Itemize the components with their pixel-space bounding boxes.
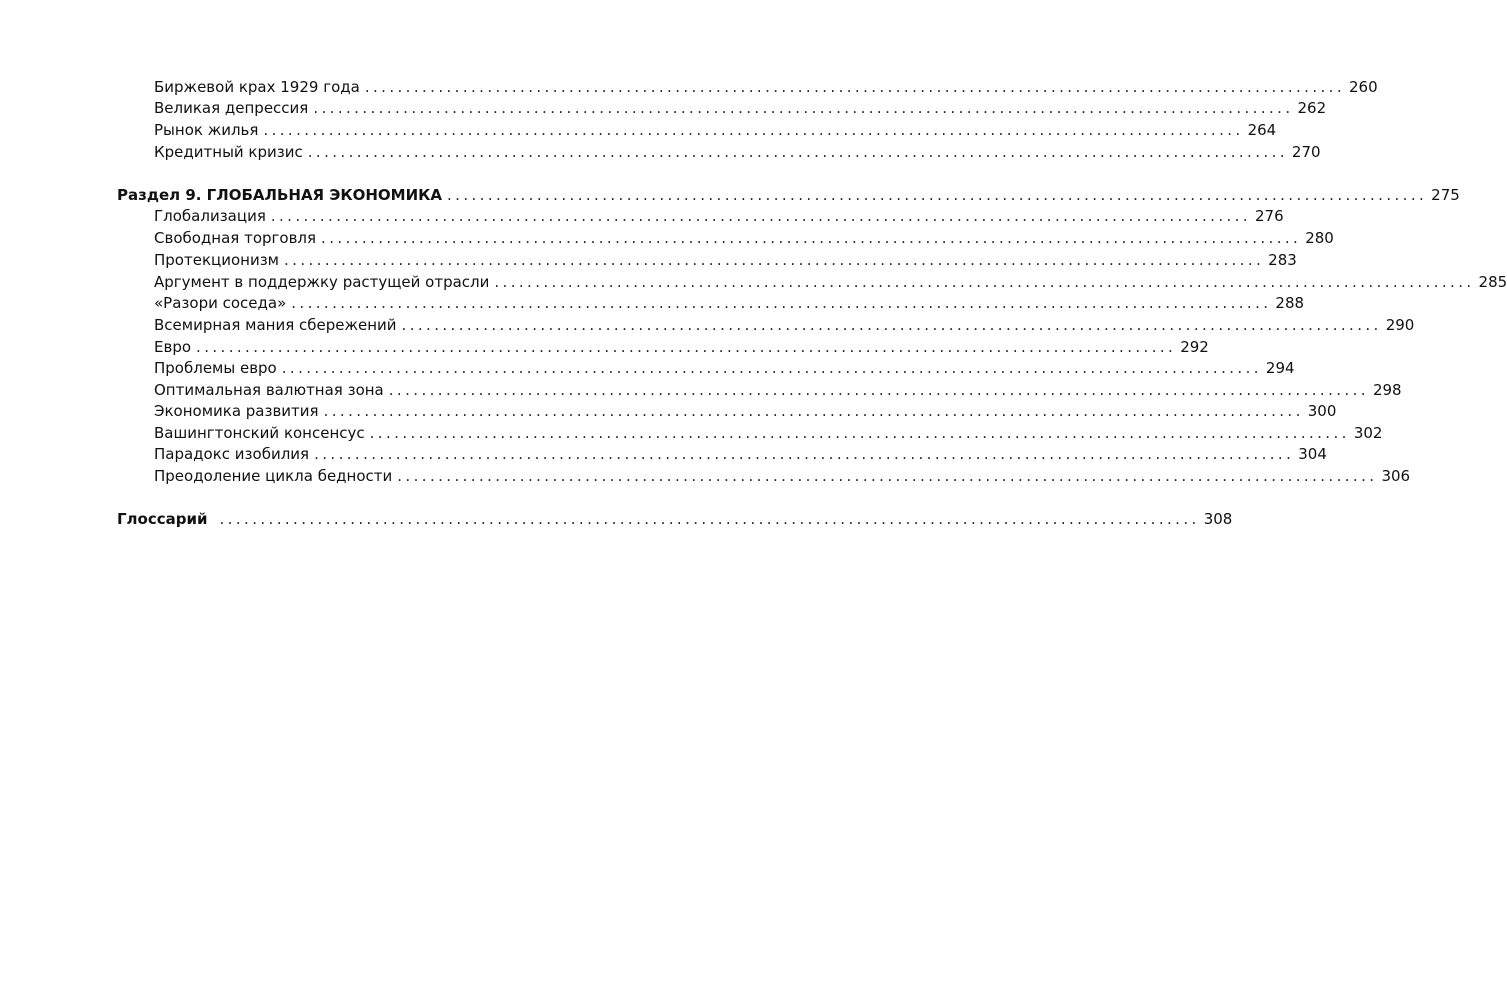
toc-entry-page: 280 [1305,229,1334,247]
dot-leader: ........................................................................................................................ [291,294,1272,312]
toc-entry [154,206,1284,227]
toc-entry-title: Экономика развития [154,402,319,420]
toc-entry-title: Великая депрессия [154,99,309,117]
toc-entry-page: 302 [1353,424,1383,442]
dot-leader: ........................................................................................................................ [321,229,1302,247]
dot-leader: ........................................................................................................................ [323,402,1304,420]
toc-entry-page: 294 [1265,359,1295,377]
dot-leader: ........................................................................................................................ [447,186,1428,204]
toc-entry-page: 270 [1291,143,1321,161]
section-title: Раздел 9. ГЛОБАЛЬНАЯ ЭКОНОМИКА [117,186,442,204]
glossary-title: Глоссарий [117,510,208,528]
toc-entry-page: 262 [1297,99,1327,117]
toc-entry-title: Протекционизм [154,251,279,269]
toc-entry-page: 285 [1478,273,1507,291]
dot-leader: ........................................................................................................................ [219,510,1200,528]
toc-entry [154,444,1327,465]
toc-entry-title: Рынок жилья [154,121,259,139]
dot-leader: ........................................................................................................................ [284,251,1265,269]
toc-entry [154,401,1337,422]
toc-entry-page: 304 [1298,445,1327,463]
toc-entry-title: Проблемы евро [154,359,277,377]
toc-entry [154,142,1321,163]
toc-entry-title: Евро [154,338,192,356]
dot-leader: ........................................................................................................................ [388,381,1369,399]
dot-leader: ........................................................................................................................ [494,273,1475,291]
toc-entry-title: Свободная торговля [154,229,317,247]
dot-leader: ........................................................................................................................ [281,359,1262,377]
toc-entry-page: 283 [1268,251,1297,269]
toc-glossary-entry [117,509,1233,530]
toc-entry-title: Аргумент в поддержку растущей отрасли [154,273,490,291]
toc-entry [154,337,1209,358]
toc-entry-page: 260 [1349,78,1378,96]
toc-entry-page: 298 [1372,381,1402,399]
toc-entry-title: Кредитный кризис [154,143,303,161]
toc-section-heading [117,185,1460,206]
toc-entry-page: 264 [1247,121,1277,139]
toc-entry [154,272,1507,293]
dot-leader: ........................................................................................................................ [307,143,1288,161]
toc-entry-title: Всемирная мания сбережений [154,316,397,334]
toc-entry-title: Глобализация [154,207,266,225]
toc-entry-title: «Разори соседа» [154,294,287,312]
toc-entry-title: Преодоление цикла бедности [154,467,393,485]
toc-entry-title: Биржевой крах 1929 года [154,78,360,96]
dot-leader: ........................................................................................................................ [313,99,1294,117]
toc-entry-page: 276 [1255,207,1284,225]
toc-entry-page: 288 [1275,294,1305,312]
toc-entry [154,228,1334,249]
glossary-page: 308 [1203,510,1233,528]
toc-entry-title: Парадокс изобилия [154,445,310,463]
dot-leader: ........................................................................................................................ [263,121,1244,139]
toc-entry [154,380,1402,401]
toc-entry [154,358,1295,379]
toc-entry-title: Вашингтонский консенсус [154,424,365,442]
section-page: 275 [1431,186,1460,204]
dot-leader: ........................................................................................................................ [196,338,1177,356]
toc-entry-page: 292 [1180,338,1209,356]
toc-entry [154,466,1411,487]
toc-entry [154,423,1383,444]
dot-leader: ........................................................................................................................ [314,445,1295,463]
dot-leader: ........................................................................................................................ [270,207,1252,225]
toc-entry [154,98,1327,119]
toc-entry [154,250,1297,271]
toc-entry [154,293,1305,314]
toc-entry [154,77,1378,98]
dot-leader: ........................................................................................................................ [364,78,1345,96]
toc-entry-page: 290 [1385,316,1415,334]
dot-leader: ........................................................................................................................ [397,467,1378,485]
dot-leader: ........................................................................................................................ [369,424,1350,442]
toc-entry [154,120,1277,141]
toc-entry-page: 300 [1307,402,1337,420]
toc-entry-title: Оптимальная валютная зона [154,381,384,399]
toc-entry-page: 306 [1381,467,1411,485]
toc-entry [154,315,1415,336]
dot-leader: ........................................................................................................................ [401,316,1382,334]
